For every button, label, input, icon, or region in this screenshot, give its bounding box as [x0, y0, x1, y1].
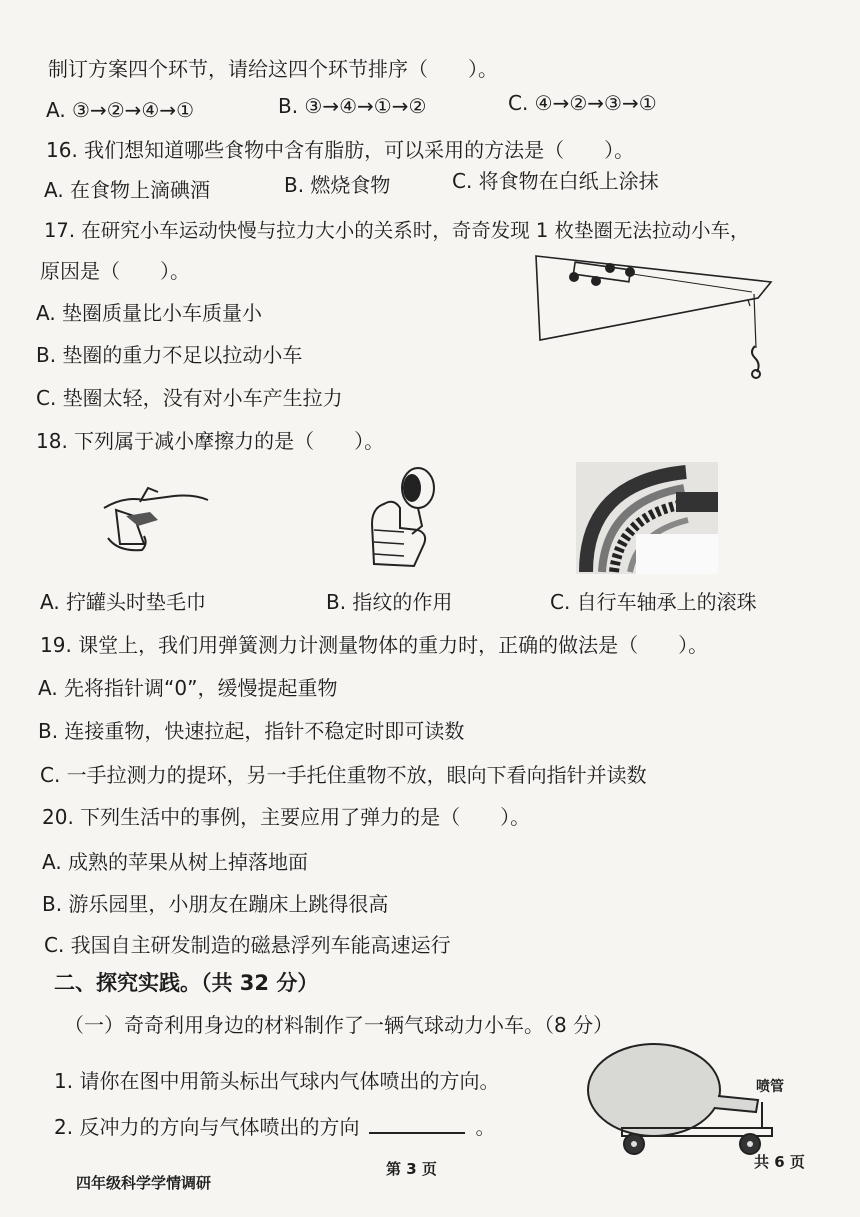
section2-heading: 二、探究实践。（共 32 分） [54, 971, 319, 995]
q16-option-c: C. 将食物在白纸上涂抹 [452, 169, 659, 193]
q16-stem: 16. 我们想知道哪些食物中含有脂肪，可以采用的方法是（ ）。 [46, 138, 635, 162]
q15-option-c: C. ④→②→③→① [508, 91, 657, 115]
q19-option-b: B. 连接重物，快速拉起，指针不稳定时即可读数 [38, 719, 465, 743]
q20-option-b: B. 游乐园里，小朋友在蹦床上跳得很高 [42, 892, 389, 916]
thumb-fingerprint-figure [360, 466, 450, 574]
footer-page: 第 3 页 [386, 1160, 437, 1178]
q18-option-b: B. 指纹的作用 [326, 590, 453, 614]
q19-option-a: A. 先将指针调“0”，缓慢提起重物 [38, 676, 338, 700]
q18-stem: 18. 下列属于减小摩擦力的是（ ）。 [36, 429, 385, 453]
q17-stem-line1: 17. 在研究小车运动快慢与拉力大小的关系时，奇奇发现 1 枚垫圈无法拉动小车， [44, 219, 750, 242]
balloon-car-figure [584, 1036, 790, 1166]
item2-text: 2. 反冲力的方向与气体喷出的方向 [54, 1115, 360, 1139]
footer-total: 共 6 页 [754, 1153, 805, 1171]
footer-title: 四年级科学学情调研 [76, 1174, 212, 1192]
section2-item2 [54, 1114, 495, 1140]
item2-end: 。 [475, 1115, 496, 1139]
q19-stem: 19. 课堂上，我们用弹簧测力计测量物体的重力时，正确的做法是（ ）。 [40, 633, 709, 657]
q20-stem: 20. 下列生活中的事例，主要应用了弹力的是（ ）。 [42, 805, 531, 829]
q20-option-a: A. 成熟的苹果从树上掉落地面 [42, 850, 309, 874]
answer-blank[interactable] [369, 1114, 465, 1134]
q16-option-a: A. 在食物上滴碘酒 [44, 178, 211, 202]
q16-option-b: B. 燃烧食物 [284, 173, 391, 197]
section2-part1: （一）奇奇利用身边的材料制作了一辆气球动力小车。（8 分） [64, 1013, 614, 1037]
q17-stem-line2: 原因是（ ）。 [40, 259, 190, 283]
cart-on-table-figure [526, 246, 786, 396]
bicycle-bearing-figure [576, 462, 718, 574]
q15-option-a: A. ③→②→④→① [46, 98, 195, 122]
q15-stem-tail: 制订方案四个环节，请给这四个环节排序（ ）。 [48, 57, 498, 81]
section2-item1: 1. 请你在图中用箭头标出气球内气体喷出的方向。 [54, 1069, 500, 1093]
jar-opening-towel-figure [96, 478, 216, 568]
q20-option-c: C. 我国自主研发制造的磁悬浮列车能高速运行 [44, 933, 451, 957]
nozzle-label: 喷管 [756, 1079, 784, 1095]
q18-option-c: C. 自行车轴承上的滚珠 [550, 590, 757, 614]
q18-option-a: A. 拧罐头时垫毛巾 [40, 590, 207, 614]
q17-option-c: C. 垫圈太轻，没有对小车产生拉力 [36, 386, 343, 410]
q19-option-c: C. 一手拉测力的提环，另一手托住重物不放，眼向下看向指针并读数 [40, 763, 647, 787]
q15-option-b: B. ③→④→①→② [278, 94, 427, 118]
q17-option-a: A. 垫圈质量比小车质量小 [36, 301, 263, 325]
q17-option-b: B. 垫圈的重力不足以拉动小车 [36, 343, 303, 367]
